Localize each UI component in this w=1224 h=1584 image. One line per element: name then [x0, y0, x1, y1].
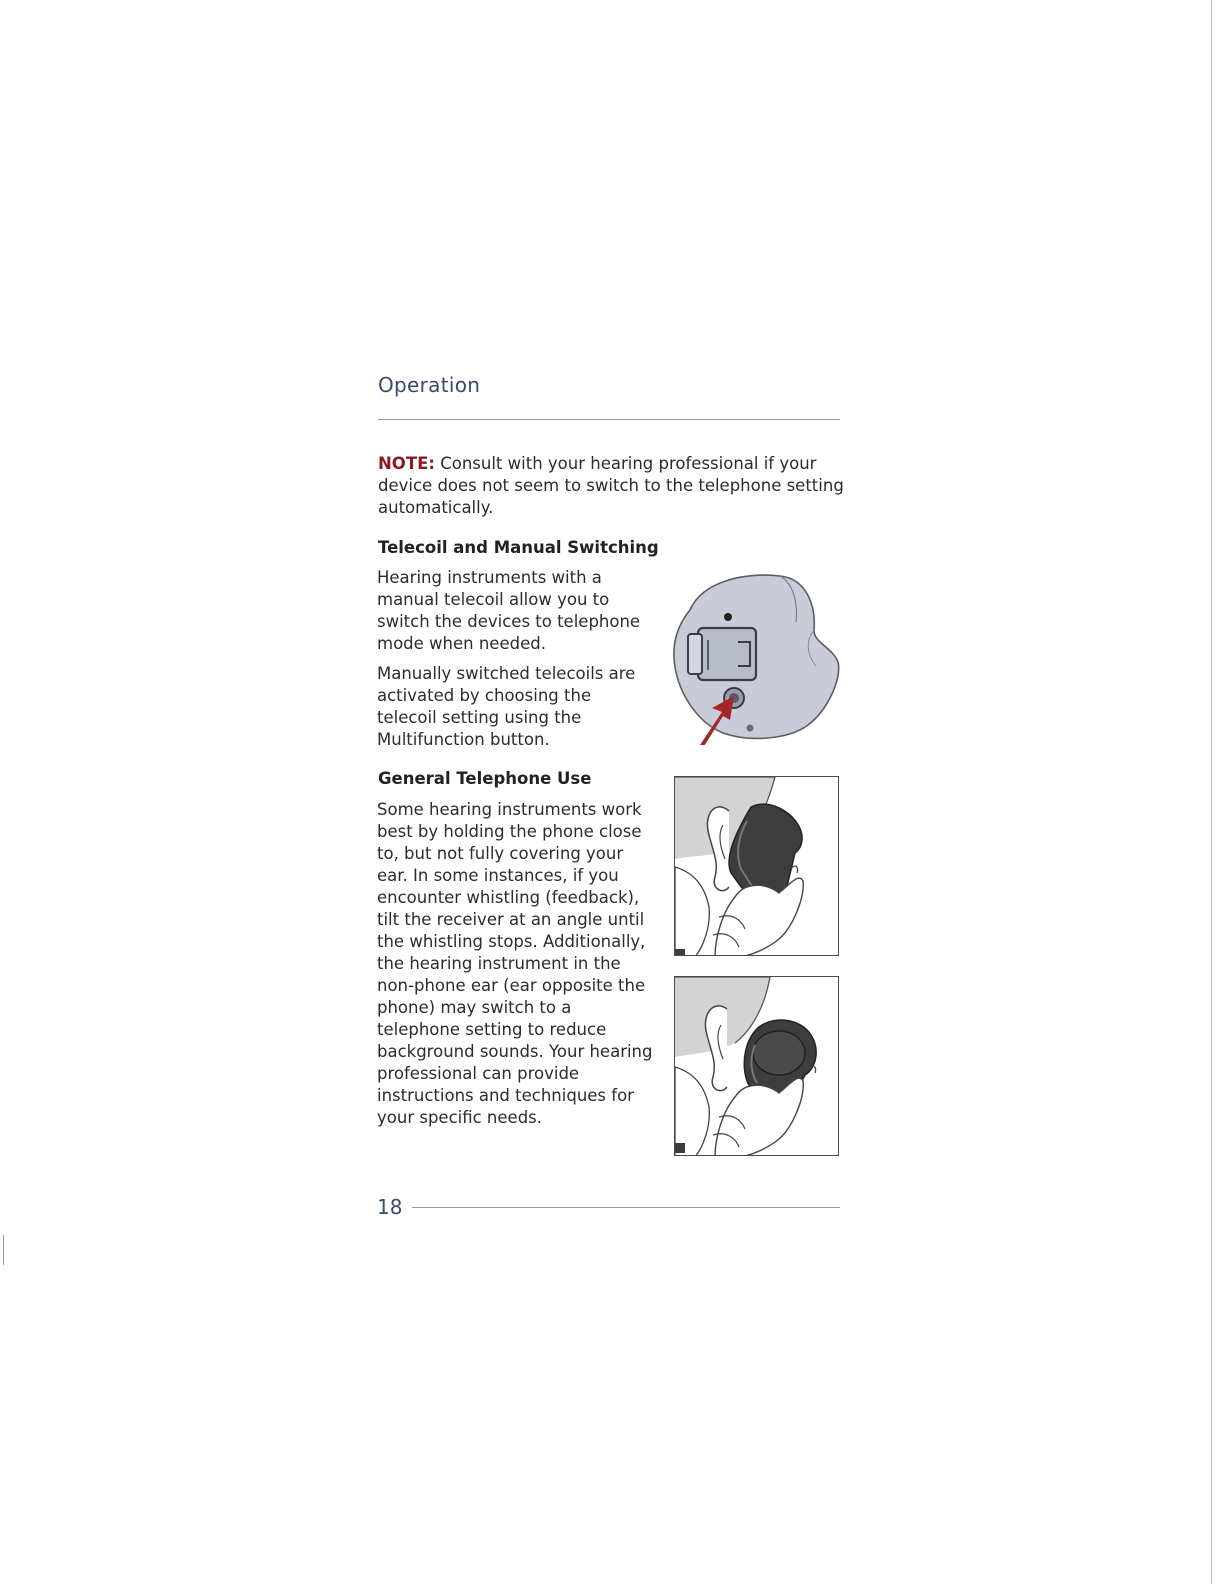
- scan-mark: [3, 1235, 4, 1265]
- phone-covering-illustration: [674, 976, 839, 1156]
- telecoil-paragraph-2: Manually switched telecoils are activated by choosing the telecoil setting using the Multifunction button.: [377, 664, 636, 749]
- hearing-device-illustration: [668, 570, 843, 745]
- phone-use-paragraph: Some hearing instruments work best by holding the phone close to, but not fully covering your ear. In some instances, if you encounter whistling (feedback), tilt the receiver at an angle until the whistling stops. Additionally, the hearing instrument in the non-phone ear (ear opposite the phone) may switch to a telephone setting to reduce background sounds. Your hearing professional can provide instructions and techniques for your specific needs.: [377, 800, 653, 1127]
- telecoil-paragraph-1: Hearing instruments with a manual telecoil allow you to switch the devices to telephone mode when needed.: [377, 568, 641, 653]
- note-block: [378, 453, 848, 519]
- footer-rule: [412, 1207, 840, 1208]
- note-text: Consult with your hearing professional if your device does not seem to switch to the telephone setting automatically.: [378, 454, 844, 517]
- phone-tilted-illustration: [674, 776, 839, 956]
- page-edge-line: [1211, 0, 1212, 1584]
- page-number: 18: [377, 1195, 403, 1219]
- header-rule: [378, 419, 840, 420]
- telecoil-heading: Telecoil and Manual Switching: [378, 538, 659, 557]
- section-title: Operation: [378, 373, 481, 397]
- note-label: NOTE:: [378, 454, 435, 473]
- phone-use-heading: General Telephone Use: [378, 769, 592, 788]
